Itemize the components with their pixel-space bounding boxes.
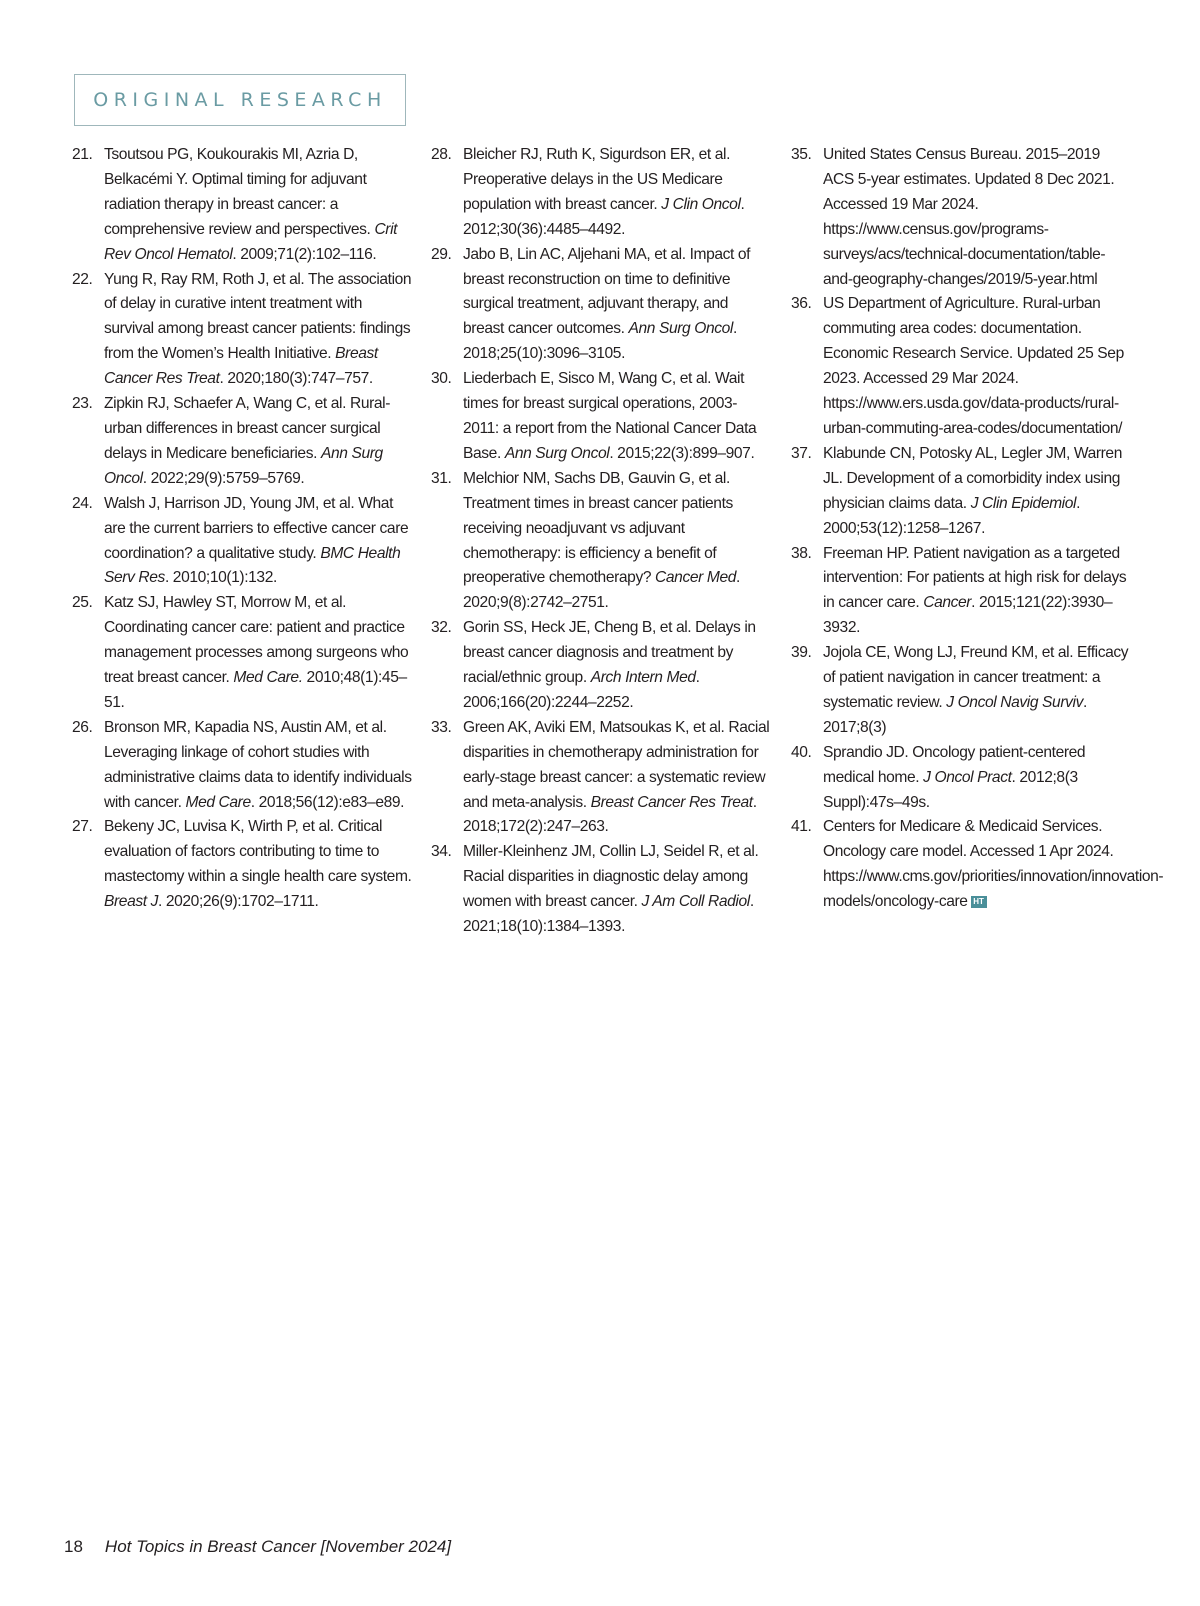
citation-details: . 2018;172(2):247–263.: [463, 793, 757, 836]
reference-number: 28.: [431, 146, 452, 163]
reference-text: [104, 492, 412, 592]
reference-item: [72, 591, 412, 716]
reference-body: Jabo B, Lin AC, Aljehani MA, et al. Impact of breast reconstruction on time to definitive surgical treatment, adjuvant therapy, and breast cancer outcomes.: [463, 245, 751, 338]
reference-body: Miller-Kleinhenz JM, Collin LJ, Seidel R, et al. Racial disparities in diagnostic delay among women with breast cancer.: [463, 843, 759, 911]
citation-details: . 2015;22(3):899–907.: [609, 444, 755, 462]
reference-body: Freeman HP. Patient navigation as a targeted intervention: For patients at high risk for delays in cancer care.: [823, 544, 1127, 612]
reference-item: [791, 741, 1131, 816]
reference-text: [104, 392, 412, 492]
citation-details: . 2006;166(20):2244–2252.: [463, 669, 700, 711]
reference-number: 35.: [791, 146, 812, 163]
journal-title: J Am Coll Radiol: [641, 893, 750, 911]
journal-title: Breast J: [104, 893, 158, 911]
references-column-2: [431, 143, 771, 940]
end-mark-icon: HT: [971, 896, 987, 908]
reference-item: [431, 716, 771, 841]
reference-number: 40.: [791, 743, 812, 761]
journal-title: Breast Cancer Res Treat: [104, 345, 378, 388]
reference-body: Green AK, Aviki EM, Matsoukas K, et al. Racial disparities in chemotherapy administration for early-stage breast cancer: a systematic review and meta-analysis.: [463, 718, 770, 811]
reference-text: [463, 716, 771, 841]
citation-details: . 2009;71(2):102–116.: [232, 245, 377, 263]
reference-item: [791, 815, 1164, 915]
reference-number: 25.: [72, 594, 93, 612]
journal-title: J Oncol Pract: [923, 768, 1012, 786]
reference-item: [791, 542, 1131, 642]
citation-details: . 2012;30(36):4485–4492.: [463, 195, 745, 238]
reference-body: Klabunde CN, Potosky AL, Legler JM, Warren JL. Development of a comorbidity index using physician claims data.: [823, 444, 1122, 512]
reference-item: [72, 492, 412, 592]
reference-item: [431, 243, 771, 368]
reference-text: [104, 716, 412, 816]
journal-title: BMC Health Serv Res: [104, 544, 401, 587]
citation-details: . 2020;180(3):747–757.: [219, 370, 373, 388]
reference-text: [463, 616, 771, 716]
citation-details: . 2018;56(12):e83–e89.: [250, 793, 405, 811]
journal-title: Ann Surg Oncol: [104, 444, 383, 487]
page-number: 18: [64, 1537, 83, 1556]
reference-item: [791, 442, 1131, 542]
reference-text: [104, 591, 412, 716]
reference-item: [431, 840, 771, 940]
reference-body: Liederbach E, Sisco M, Wang C, et al. Wait times for breast surgical operations, 2003-2011: a report from the National Cancer Data Base.: [463, 370, 757, 462]
reference-item: [791, 641, 1131, 741]
journal-title: J Oncol Navig Surviv: [946, 693, 1083, 711]
reference-text: [823, 741, 1131, 816]
reference-body: Tsoutsou PG, Koukourakis MI, Azria D, Belkacémi Y. Optimal timing for adjuvant radiation therapy in breast cancer: a comprehensive review and perspectives.: [104, 146, 375, 238]
reference-number: 27.: [72, 818, 93, 836]
references-column-3: [791, 143, 1164, 915]
journal-title: Crit Rev Oncol Hematol: [104, 220, 398, 263]
reference-text: [823, 641, 1131, 741]
reference-text: [104, 268, 412, 393]
reference-body: Jojola CE, Wong LJ, Freund KM, et al. Efficacy of patient navigation in cancer treatment: a systematic review.: [823, 644, 1129, 711]
references-column-1: [72, 143, 412, 915]
reference-number: 21.: [72, 146, 93, 163]
reference-body: Bleicher RJ, Ruth K, Sigurdson ER, et al. Preoperative delays in the US Medicare population with breast cancer.: [463, 146, 731, 213]
reference-item: [431, 367, 771, 467]
reference-body: United States Census Bureau. 2015–2019 ACS 5-year estimates. Updated 8 Dec 2021. Accessed 19 Mar 2024. https://www.census.gov/programs-surveys/acs/technical-documentation/table-and-geography-changes/2019/5-year.html: [823, 146, 1115, 288]
reference-item: [431, 616, 771, 716]
reference-body: Bekeny JC, Luvisa K, Wirth P, et al. Critical evaluation of factors contributing to time to mastectomy within a single health care system.: [104, 818, 412, 886]
reference-text: [463, 367, 771, 467]
reference-body: Zipkin RJ, Schaefer A, Wang C, et al. Rural-urban differences in breast cancer surgical delays in Medicare beneficiaries.: [104, 395, 391, 462]
journal-title: J Clin Oncol: [661, 195, 741, 213]
reference-item: [72, 392, 412, 492]
reference-number: 39.: [791, 644, 812, 662]
reference-body: Centers for Medicare & Medicaid Services. Oncology care model. Accessed 1 Apr 2024. https://www.cms.gov/priorities/innovation/innovation-models/oncology-care: [823, 818, 1164, 911]
citation-details: 2010;48(1):45–51.: [104, 669, 407, 711]
reference-item: [431, 467, 771, 616]
reference-number: 29.: [431, 245, 452, 263]
journal-title: Med Care: [185, 793, 251, 811]
journal-title: Breast Cancer Res Treat: [590, 793, 753, 811]
citation-details: . 2015;121(22):3930–3932.: [823, 594, 1113, 637]
reference-body: Yung R, Ray RM, Roth J, et al. The association of delay in curative intent treatment with survival among breast cancer patients: findings from the Women’s Health Initiative.: [104, 270, 412, 363]
citation-details: . 2017;8(3): [823, 693, 1087, 736]
reference-body: Walsh J, Harrison JD, Young JM, et al. What are the current barriers to effective cancer care coordination? a qualitative study.: [104, 494, 409, 562]
reference-text: [823, 815, 1163, 915]
section-label-box: [74, 74, 406, 126]
reference-text: [823, 442, 1131, 542]
reference-number: 30.: [431, 370, 452, 388]
reference-text: [463, 840, 771, 940]
journal-title: Arch Intern Med: [590, 669, 696, 687]
reference-text: [823, 143, 1131, 292]
reference-item: [72, 268, 412, 393]
reference-body: Katz SJ, Hawley ST, Morrow M, et al. Coordinating cancer care: patient and practice management processes among surgeons who treat breast cancer.: [104, 594, 409, 687]
journal-title: Cancer: [923, 594, 972, 612]
reference-text: [463, 243, 771, 368]
reference-number: 33.: [431, 718, 452, 736]
reference-text: [104, 815, 412, 915]
reference-body: Gorin SS, Heck JE, Cheng B, et al. Delays in breast cancer diagnosis and treatment by racial/ethnic group.: [463, 619, 756, 687]
reference-number: 32.: [431, 619, 452, 637]
citation-details: . 2018;25(10):3096–3105.: [463, 320, 737, 363]
reference-number: 41.: [791, 818, 812, 836]
journal-issue: Hot Topics in Breast Cancer [November 2024]: [104, 1537, 452, 1556]
reference-number: 36.: [791, 295, 812, 313]
reference-number: 34.: [431, 843, 452, 861]
reference-body: Bronson MR, Kapadia NS, Austin AM, et al. Leveraging linkage of cohort studies with administrative claims data to identify individuals with cancer.: [104, 718, 412, 811]
reference-text: [463, 143, 771, 243]
journal-title: Med Care.: [233, 669, 303, 687]
citation-details: . 2020;26(9):1702–1711.: [158, 893, 319, 911]
reference-item: [72, 143, 412, 268]
reference-body: Melchior NM, Sachs DB, Gauvin G, et al. Treatment times in breast cancer patients receiving neoadjuvant vs adjuvant chemotherapy: is efficiency a benefit of preoperative chemotherapy?: [463, 469, 733, 587]
journal-title: Cancer Med: [655, 569, 736, 587]
journal-title: J Clin Epidemiol: [970, 494, 1077, 512]
reference-number: 24.: [72, 494, 93, 512]
citation-details: . 2020;9(8):2742–2751.: [463, 569, 740, 612]
reference-number: 38.: [791, 544, 812, 562]
citation-details: . 2021;18(10):1384–1393.: [463, 893, 754, 936]
reference-number: 31.: [431, 469, 452, 487]
citation-details: . 2012;8(3 Suppl):47s–49s.: [823, 768, 1078, 811]
reference-text: [463, 467, 771, 616]
reference-item: [431, 143, 771, 243]
citation-details: . 2000;53(12):1258–1267.: [823, 494, 1081, 537]
reference-number: 22.: [72, 270, 93, 288]
reference-body: Sprandio JD. Oncology patient-centered medical home.: [823, 743, 1086, 786]
journal-title: Ann Surg Oncol: [504, 444, 610, 462]
citation-details: . 2022;29(9):5759–5769.: [142, 469, 305, 487]
reference-item: [791, 292, 1131, 441]
reference-number: 26.: [72, 718, 93, 736]
reference-item: [791, 143, 1131, 292]
reference-text: [823, 292, 1131, 441]
reference-number: 23.: [72, 395, 93, 413]
journal-title: Ann Surg Oncol: [628, 320, 733, 338]
reference-item: [72, 815, 412, 915]
reference-item: [72, 716, 412, 816]
page-footer: [64, 1537, 451, 1557]
citation-details: . 2010;10(1):132.: [164, 569, 277, 587]
reference-text: [104, 143, 412, 268]
reference-body: US Department of Agriculture. Rural-urban commuting area codes: documentation. Economic Research Service. Updated 25 Sep 2023. Accessed 29 Mar 2024. https://www.ers.usda.gov/data-products/rural-urban-commuting-area-codes/documentation/: [823, 295, 1124, 437]
reference-text: [823, 542, 1131, 642]
section-label: ORIGINAL RESEARCH: [93, 89, 387, 111]
reference-number: 37.: [791, 444, 812, 462]
